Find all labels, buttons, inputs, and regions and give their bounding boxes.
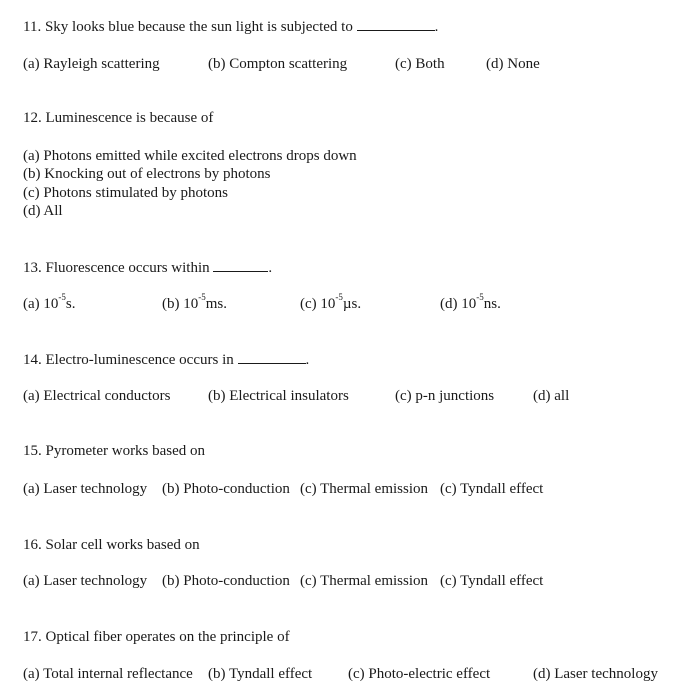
q17-option-a: (a) Total internal reflectance (23, 666, 193, 682)
q16-option-b: (b) Photo-conduction (162, 573, 290, 589)
q15-option-b: (b) Photo-conduction (162, 481, 290, 497)
question-12-stem: 12. Luminescence is because of (23, 110, 214, 126)
q11-option-c: (c) Both (395, 56, 445, 72)
q16-option-a: (a) Laser technology (23, 573, 148, 589)
question-17-stem: 17. Optical fiber operates on the principle of (23, 629, 290, 645)
q17-option-c: (c) Photo-electric effect (348, 666, 491, 682)
question-11-stem: 11. Sky looks blue because the sun light is subjected to . (23, 19, 439, 35)
q15-option-d: (c) Tyndall effect (440, 481, 544, 497)
q13-option-a: (a) $10^{-5}s$. (23, 292, 76, 312)
q14-option-d: (d) all (533, 388, 570, 404)
question-14-stem: 14. Electro-luminescence occurs in . (23, 352, 310, 368)
answer-blank (213, 258, 268, 272)
q17-option-b: (b) Tyndall effect (208, 666, 313, 682)
q14-option-b: (b) Electrical insulators (208, 388, 349, 404)
q12-option-b: (b) Knocking out of electrons by photons (23, 166, 271, 182)
q12-option-d: (d) All (23, 203, 63, 219)
q16-option-d: (c) Tyndall effect (440, 573, 544, 589)
q11-option-d: (d) None (486, 56, 540, 72)
q14-option-a: (a) Electrical conductors (23, 388, 171, 404)
q13-option-b: (b) $10^{-5}ms$. (162, 292, 228, 312)
question-15-stem: 15. Pyrometer works based on (23, 443, 206, 459)
question-16-stem: 16. Solar cell works based on (23, 537, 200, 553)
q11-option-b: (b) Compton scattering (208, 56, 348, 72)
q16-option-c: (c) Thermal emission (300, 573, 429, 589)
q15-option-a: (a) Laser technology (23, 481, 148, 497)
q12-option-a: (a) Photons emitted while excited electrons drops down (23, 148, 357, 164)
answer-blank (238, 350, 306, 364)
q11-option-a: (a) Rayleigh scattering (23, 56, 160, 72)
q13-option-d: (d) $10^{-5}ns$. (440, 292, 501, 312)
q17-option-d: (d) Laser technology (533, 666, 658, 682)
q15-option-c: (c) Thermal emission (300, 481, 429, 497)
answer-blank (357, 17, 435, 31)
q13-option-c: (c) $10^{-5}\mu s$. (300, 292, 362, 312)
q12-option-c: (c) Photons stimulated by photons (23, 185, 228, 201)
question-13-stem: 13. Fluorescence occurs within . (23, 260, 273, 276)
q14-option-c: (c) p-n junctions (395, 388, 495, 404)
